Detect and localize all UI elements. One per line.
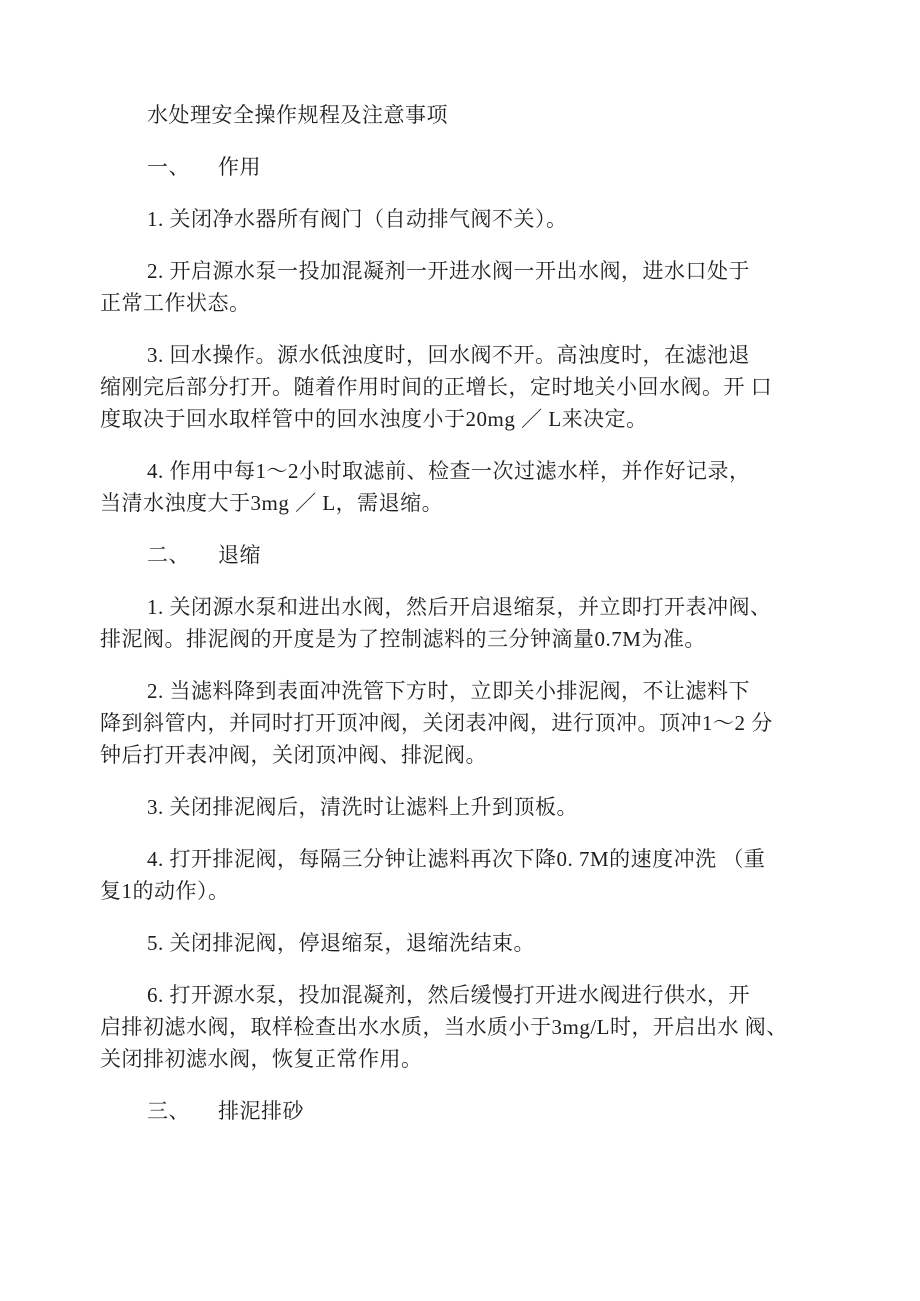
paragraph — [100, 979, 816, 1075]
section-heading — [100, 539, 816, 571]
paragraph-line: 6. 打开源水泵，投加混凝剂，然后缓慢打开进水阀进行供水，开 — [147, 983, 750, 1007]
document-content — [100, 99, 816, 1147]
paragraph — [100, 843, 816, 907]
paragraph — [100, 675, 816, 771]
section-heading — [100, 151, 816, 183]
paragraph — [100, 255, 816, 319]
paragraph-line: 复1的动作）。 — [100, 879, 230, 903]
section-heading-line — [100, 1095, 816, 1127]
document-title — [100, 99, 816, 131]
paragraph — [100, 927, 816, 959]
paragraph-line: 4. 打开排泥阀，每隔三分钟让滤料再次下降0. 7M的速度冲洗 （重 — [147, 847, 766, 871]
heading-label: 退缩 — [218, 543, 261, 567]
heading-numeral: 一、 — [147, 155, 190, 179]
paragraph-line: 3. 关闭排泥阀后，清洗时让滤料上升到顶板。 — [147, 795, 578, 819]
paragraph-line: 钟后打开表冲阀，关闭顶冲阀、排泥阀。 — [100, 743, 487, 767]
paragraph-line: 缩刚完后部分打开。随着作用时间的正增长，定时地关小回水阀。开 口 — [100, 375, 773, 399]
paragraph — [100, 791, 816, 823]
paragraph-line: 启排初滤水阀，取样检查出水水质，当水质小于3mg/L时，开启出水 阀、 — [100, 1015, 788, 1039]
paragraph-line: 排泥阀。排泥阀的开度是为了控制滤料的三分钟滴量0.7M为准。 — [100, 627, 706, 651]
section-heading-line — [100, 151, 816, 183]
paragraph-line: 当清水浊度大于3mg ／ L，需退缩。 — [100, 491, 444, 515]
paragraph — [100, 455, 816, 519]
paragraph-line: 2. 当滤料降到表面冲洗管下方时，立即关小排泥阀，不让滤料下 — [147, 679, 750, 703]
paragraph — [100, 203, 816, 235]
paragraph-line: 度取决于回水取样管中的回水浊度小于20mg ／ L来决定。 — [100, 407, 648, 431]
heading-label: 作用 — [218, 155, 261, 179]
heading-label: 排泥排砂 — [218, 1099, 304, 1123]
paragraph-line: 关闭排初滤水阀，恢复正常作用。 — [100, 1047, 423, 1071]
section-heading-line — [100, 539, 816, 571]
paragraph — [100, 339, 816, 435]
paragraph-line: 3. 回水操作。源水低浊度时，回水阀不开。高浊度时，在滤池退 — [147, 343, 750, 367]
heading-numeral: 二、 — [147, 543, 190, 567]
paragraph-line: 1. 关闭源水泵和进出水阀，然后开启退缩泵，并立即打开表冲阀、 — [147, 595, 772, 619]
paragraph-line: 2. 开启源水泵一投加混凝剂一开进水阀一开出水阀，进水口处于 — [147, 259, 750, 283]
paragraph-line: 降到斜管内，并同时打开顶冲阀，关闭表冲阀，进行顶冲。顶冲1〜2 分 — [100, 711, 773, 735]
paragraph-line: 5. 关闭排泥阀，停退缩泵，退缩洗结束。 — [147, 931, 535, 955]
section-heading — [100, 1095, 816, 1127]
document-title-text: 水处理安全操作规程及注意事项 — [147, 103, 448, 127]
paragraph-line: 1. 关闭净水器所有阀门（自动排气阀不关）。 — [147, 207, 568, 231]
paragraph-line: 正常工作状态。 — [100, 291, 251, 315]
paragraph-line: 4. 作用中每1〜2小时取滤前、检查一次过滤水样，并作好记录， — [147, 459, 751, 483]
paragraph — [100, 591, 816, 655]
heading-numeral: 三、 — [147, 1099, 190, 1123]
